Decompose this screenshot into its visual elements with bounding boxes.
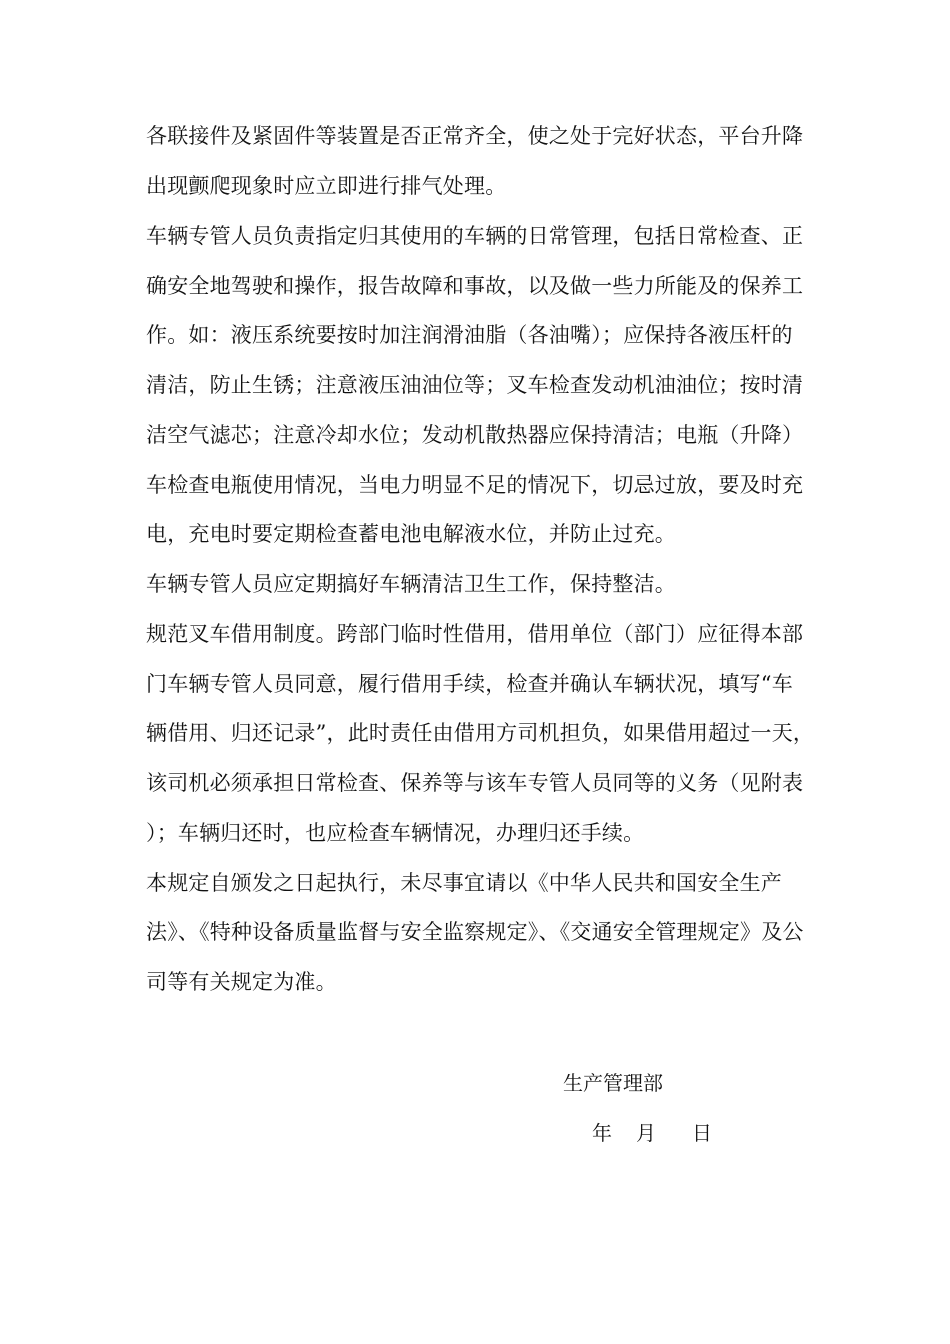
text-line: 各联接件及紧固件等装置是否正常齐全，使之处于完好状态，平台升降 — [146, 124, 804, 148]
text-line: 车辆专管人员负责指定归其使用的车辆的日常管理，包括日常检查、正 — [146, 224, 804, 248]
text-line: ）；车辆归还时，也应检查车辆情况，办理归还手续。 — [146, 821, 645, 845]
text-line: 法》、《特种设备质量监督与安全监察规定》、《交通安全管理规定》及公 — [146, 920, 804, 944]
text-line: 清洁，防止生锈；注意液压油油位等；叉车检查发动机油油位；按时清 — [146, 373, 804, 397]
signature-month: 月 — [636, 1121, 656, 1145]
text-line: 门车辆专管人员同意，履行借用手续，检查并确认车辆状况，填写“车 — [146, 672, 793, 696]
signature-day: 日 — [692, 1121, 712, 1145]
text-line: 电，充电时要定期检查蓄电池电解液水位，并防止过充。 — [146, 522, 676, 546]
text-line: 规范叉车借用制度。跨部门临时性借用，借用单位（部门）应征得本部 — [146, 622, 804, 646]
text-line: 车辆专管人员应定期搞好车辆清洁卫生工作，保持整洁。 — [146, 572, 676, 596]
text-line: 出现颤爬现象时应立即进行排气处理。 — [146, 174, 507, 198]
text-line: 辆借用、归还记录”，此时责任由借用方司机担负，如果借用超过一天， — [146, 721, 815, 745]
text-line: 车检查电瓶使用情况，当电力明显不足的情况下，切忌过放，要及时充 — [146, 473, 804, 497]
text-line: 作。如：液压系统要按时加注润滑油脂（各油嘴）；应保持各液压杆的 — [146, 323, 793, 347]
signature-department: 生产管理部 — [563, 1071, 663, 1095]
text-line: 该司机必须承担日常检查、保养等与该车专管人员同等的义务（见附表 — [146, 771, 804, 795]
signature-year: 年 — [592, 1121, 612, 1145]
text-line: 洁空气滤芯；注意冷却水位；发动机散热器应保持清洁；电瓶（升降） — [146, 423, 804, 447]
text-line: 确安全地驾驶和操作，报告故障和事故，以及做一些力所能及的保养工 — [146, 274, 804, 298]
text-line: 本规定自颁发之日起执行，未尽事宜请以《中华人民共和国安全生产 — [146, 871, 782, 895]
text-line: 司等有关规定为准。 — [146, 970, 337, 994]
